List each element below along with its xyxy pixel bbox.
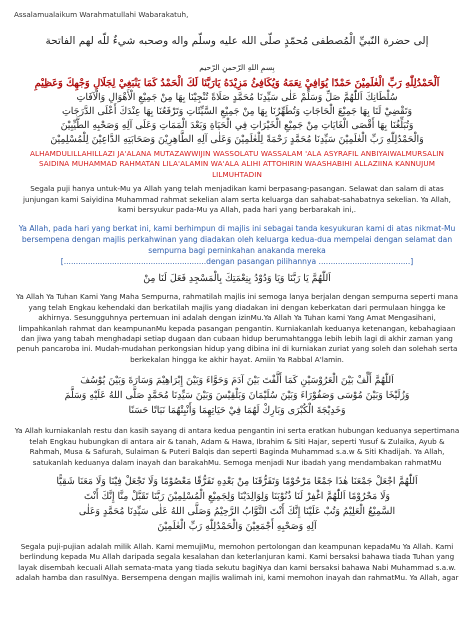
paragraph-pujian: Segala puji-pujian adalah milik Allah. Kami memujiMu, memohon pertolongan dan keampunan kepadaMu Ya Allah. Kami berlindung kepada Mu Allah daripada segala kesalahan dan keterlanjuran kami. Kami bersaksi bahawa tiada Tuhan yang layak disembah kecuali Allah semata-mata yang tiada sekutu bagiNya dan kami bersaksi bahawa Nabi Muhammad s.a.w. adalah hamba dan rasulNya. Bersempena dengan majlis walimah ini, kami memohon inayah dan rahmatMu. Ya Allah, agar [15,541,459,583]
arabic-line: اَللّٰهُمَّ يَا رَبَّنَا وَيَا وَدُوْدُ بِنِعْمَتِكَ بِالْمَسْجِدِ فَعَلَ لَنَا مِنْ [143,273,331,285]
arabic-line: سُلْطَانِكَ اَللّٰهُمَّ صَلِّ وَسَلِّمْ عَلٰى سَيِّدِنَا مُحَمَّدٍ صَلَاةً تُنْجِيْنَا بِهَا مِنْ جَمِيْعِ الْأَهْوَالِ وَالْآفَاتِ [76,92,398,103]
arabic-line: آلِهِ وَصَحْبِهِ أَجْمَعِيْنَ وَالْحَمْدُلِلّٰهِ رَبِّ الْعٰلَمِيْنَ [157,520,317,532]
arabic-line: وَتُبَلِّغُنَا بِهَا أَقْصَى الْغَايَاتِ مِنْ جَمِيْعِ الْخَيْرَاتِ فِي الْحَيَاةِ وَبَعْدَ الْمَمَاتِ وَعَلَى آلِهِ وَصَحْبِهِ الطَّيِّبِيْنَ [60,120,414,131]
arabic-line: وَخَدِيْجَةَ الْكُبْرَى وَبَارِكْ لَهُمَا فِيْ حَيَاتِهِمَا وَأَنْبِتْهُمَا نَبَاتًا حَسَنًا [128,405,346,417]
paragraph-praise: Segala puji hanya untuk-Mu ya Allah yang telah menjadikan kami berpasang-pasangan. Selawat dan salam di atas junjungan kami Saiyidina Muhammad rahmat sekelian alam serta keluarga dan sahabat-sahabatnya sekelian. Ya Allah, kami bersyukur pada-Mu ya Allah, pada hari yang berbarakah ini,. [23,184,451,215]
arabic-line: اَللّٰهُمَّ اجْعَلْ جَمْعَنَا هٰذَا جَمْعًا مَرْحُوْمًا وَتَفَرُّقَنَا مِنْ بَعْدِهِ تَفَرُّقًا مَعْصُوْمًا وَلَا تَجْعَلْ فِيْنَا وَلَا مَعَنَا شَقِيًّا [56,475,418,487]
paragraph-doa-sempurna: Ya Allah Ya Tuhan Kami Yang Maha Sempurna, rahmatilah majlis ini semoga lanya berjalan dengan sempurna seperti mana yang telah Engkau kehendaki dan berkatilah majlis yang diadakan ini dengan keberkatan dari permulaan hingga ke akhirnya. Sesungguhnya pertemuan ini adalah dengan izinMu.Ya Allah Ya Tuhan kami Yang Amat Mengasihani, limpahkanlah rahmat dan keampunanMu kepada pasangan pengantin. Kurniakanlah keduanya ketenangan, kebahagiaan dan jiwa yang tabah menghadapi setiap dugaan dan cubaan hidup berumahtangga lebih lebih lagi di akhir zaman yang penuh pancaroba ini. Mudah-mudahan perkongsian hidup yang dibina ini di kurniakan zuriat yang soleh dan solehah serta berkekalan hingga ke akhir hayat. Amiin Ya Rabbal A'lamin. [16,292,458,364]
arabic-line: وَالْحَمْدُلِلّٰهِ رَبِّ الْعٰلَمِيْنَ سَيِّدِنَا مُحَمَّدٍ رَحْمَةً لِلْعٰلَمِيْنَ وَعَلٰى آلِهِ الطَّاهِرِيْنَ وَصَحَابَتِهِ الدَّاعِيْنَ لِلْمُسْلِمِيْنَ [50,134,424,145]
red-caps-doa: ALHAMDULILLAHILLAZI JA'ALANA MUTAZAWWIJIN WASSOLATU WASSALAM 'ALA ASYRAFIL ANBIYAIWALMURSALIN SAIDINA MUHAMMAD RAHMATAN LILA'ALAMIN WA'ALA ALIHI ATTOHIRIN WAASHABIHI ALLAZIINA KANNUJUM LILMUHTADIN [29,149,445,179]
arabic-red-line: اَلْحَمْدُلِلّٰهِ رَبِّ الْعٰلَمِيْنَ حَمْدًا يُوَافِيْ نِعَمَهُ وَيُكَافِئُ مَزِيْدَهُ يَارَبَّنَا لَكَ الْحَمْدُ كَمَا يَنْبَغِيْ لِجَلَالِ وَجْهِكَ وَعَظِيْمِ [34,78,440,89]
blue-paragraph: Ya Allah, pada hari yang berkat ini, kami berhimpun di majlis ini sebagai tanda kesyukuran kami di atas nikmat-Mu bersempena dengan majlis perkahwinan yang diadakan oleh keluarga kedua-dua mempelai dengan selamat dan sempurna bagi perninkahan anakanda mereka [18,224,456,256]
arabic-line: السَّمِيْعُ الْعَلِيْمُ وَتُبْ عَلَيْنَا إِنَّكَ أَنْتَ التَّوَّابُ الرَّحِيْمُ وَصَلَّى اللهُ عَلٰى سَيِّدِنَا مُحَمَّدٍ وَعَلٰى [78,505,396,517]
arabic-heading: إلى حضرة النّبيِّ الْمُصطفى مُحمّدٍ صلّى الله عليه وسلّم واله وصحبه شيءٌ للّه لهم الفاتحة [45,35,429,47]
salam-greeting: Assalamualaikum Warahmatullahi Wabarakatuh, [14,10,189,19]
blue-blank-line: [...........................................................dengan pasangan pilihannya ......................................] [60,257,414,267]
arabic-line: اَللّٰهُمَّ أَلِّفْ بَيْنَ الْعَرُوْسَيْنِ كَمَا أَلَّفْتَ بَيْنَ آدَمَ وَحَوَّاءَ وَبَيْنَ إِبْرَاهِيْمَ وَسَارَةَ وَبَيْنَ يُوْسُفَ [80,375,394,387]
arabic-line: وَلَا مَحْرُوْمًا اَللّٰهُمَّ اغْفِرْ لَنَا ذُنُوْبَنَا وَلِوَالِدَيْنَا وَلِجَمِيْعِ الْمُسْلِمِيْنَ رَبَّنَا تَقَبَّلْ مِنَّا إِنَّكَ أَنْتَ [84,490,390,502]
arabic-line: وَزُلَيْخَا وَبَيْنَ مُوْسَى وَصَفُوْرَاءَ وَبَيْنَ سُلَيْمَانَ وَبَلْقِيْسَ وَبَيْنَ سَيِّدِنَا مُحَمَّدٍ صَلَّى اللهُ عَلَيْهِ وَسَلَّمَ [64,390,410,402]
arabic-line: وَتَقْضِيْ لَنَا بِهَا جَمِيْعَ الْحَاجَاتِ وَتُطَهِّرُنَا بِهَا مِنْ جَمِيْعِ السَّيِّئَاتِ وَتَرْفَعُنَا بِهَا عِنْدَكَ أَعْلَى الدَّرَجَاتِ [61,106,413,117]
paragraph-doa-restu: Ya Allah kurniakanlah restu dan kasih sayang di antara kedua pengantin ini serta eratkan hubungan keduanya sepertimana telah Engkau hubungkan di antara air & tanah, Adam & Hawa, Ibrahim & Siti Hajar, seperti Yusuf & Zulaika, Ayub & Rahmah, Musa & Safurah, Sulaiman & Puteri Balqis dan seperti Baginda Muhammad s.a.w & Siti Khadijah. Ya Allah, satukanlah keduanya dalam inayah dan barakahMu. Semoga menjadi Nur ibadah yang mendambakan rahmatMu [14,426,460,467]
basmalah: بِسمِ اللهِ الرّحمنِ الرّحيم [199,63,275,72]
